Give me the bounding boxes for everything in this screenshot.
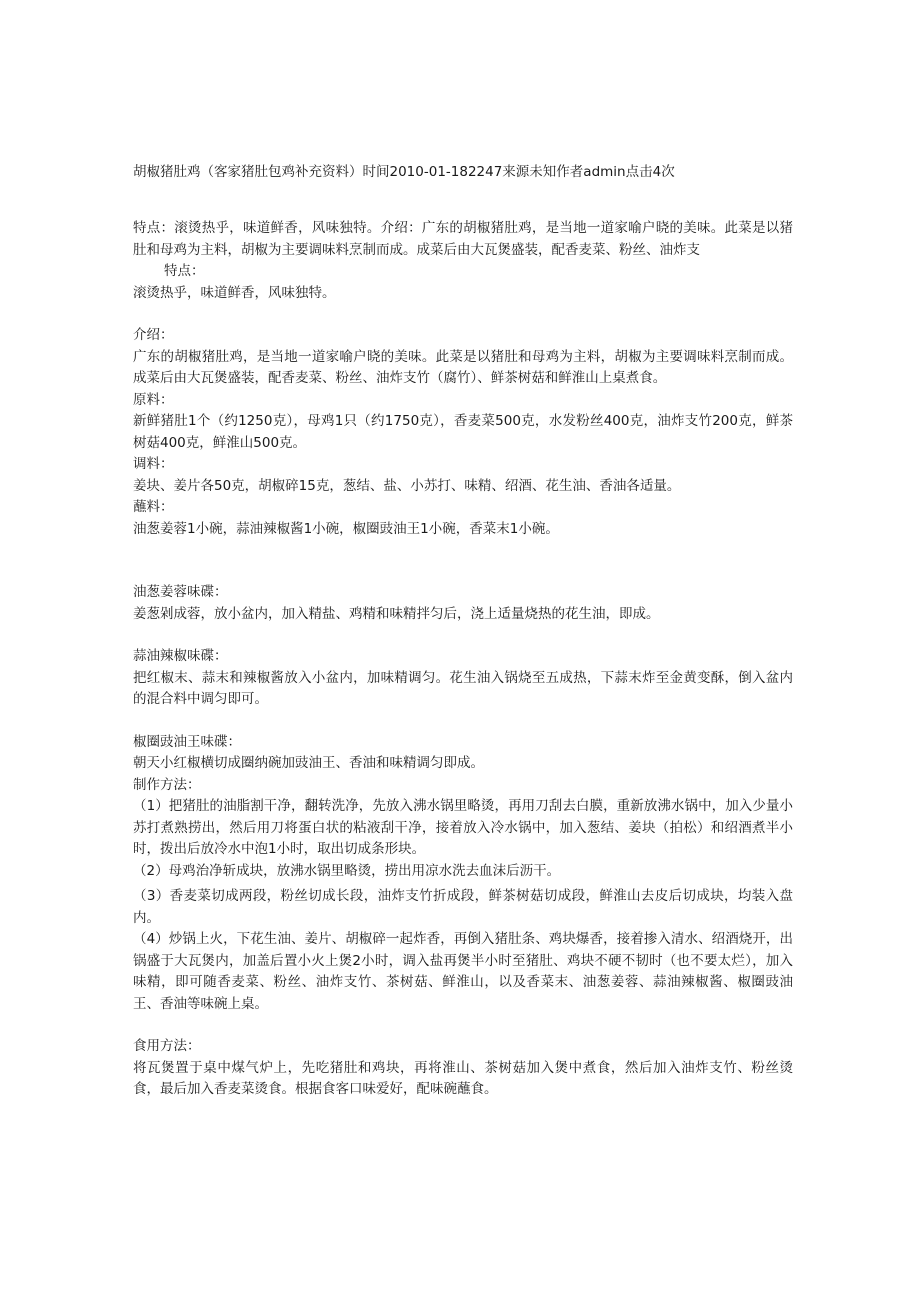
dips-text: 油葱姜蓉1小碗，蒜油辣椒酱1小碗，椒圈豉油王1小碗，香菜末1小碗。	[133, 520, 559, 537]
garlic-chili-text: 把红椒末、蒜末和辣椒酱放入小盆内，加味精调匀。花生油入锅烧至五成热，下蒜末炸至金黄变酥，倒入盆内的混合料中调匀即可。	[133, 669, 793, 707]
document-body	[133, 218, 793, 1101]
dips-heading: 蘸料：	[133, 499, 174, 515]
intro-text: 广东的胡椒猪肚鸡，是当地一道家喻户晓的美味。此菜是以猪肚和母鸡为主料，胡椒为主要调味料烹制而成。成菜后由大瓦煲盛装，配香麦菜、粉丝、油炸支竹（腐竹）、鲜茶树菇和鲜淮山上桌煮食。	[133, 348, 793, 386]
summary-paragraph: 特点：滚烫热乎，味道鲜香，风味独特。介绍：广东的胡椒猪肚鸡，是当地一道家喻户晓的美味。此菜是以猪肚和母鸡为主料，胡椒为主要调味料烹制而成。成菜后由大瓦煲盛装，配香麦菜、粉丝、油炸支	[133, 220, 793, 258]
pepper-soy-heading: 椒圈豉油王味碟：	[133, 733, 241, 750]
seasoning-text: 姜块、姜片各50克，胡椒碎15克，葱结、盐、小苏打、味精、绍酒、花生油、香油各适量。	[133, 477, 681, 494]
method-step-2: （2）母鸡治净斩成块，放沸水锅里略烫，捞出用凉水洗去血沫后沥干。	[133, 862, 561, 879]
ingredients-text: 新鲜猪肚1个（约1250克），母鸡1只（约1750克），香麦菜500克，水发粉丝400克，油炸支竹200克，鲜茶树菇400克，鲜淮山500克。	[133, 413, 793, 451]
pepper-soy-text: 朝天小红椒横切成圈纳碗加豉油王、香油和味精调匀即成。	[133, 755, 484, 771]
scallion-ginger-heading: 油葱姜蓉味碟：	[133, 584, 228, 600]
garlic-chili-heading: 蒜油辣椒味碟：	[133, 648, 228, 664]
ingredients-heading: 原料：	[133, 391, 174, 408]
method-heading: 制作方法：	[133, 776, 201, 793]
eating-text: 将瓦煲置于桌中煤气炉上，先吃猪肚和鸡块，再将淮山、茶树菇加入煲中煮食，然后加入油炸支竹、粉丝烫食，最后加入香麦菜烫食。根据食客口味爱好，配味碗蘸食。	[133, 1059, 793, 1097]
intro-heading: 介绍：	[133, 327, 174, 343]
method-step-4: （4）炒锅上火，下花生油、姜片、胡椒碎一起炸香，再倒入猪肚条、鸡块爆香，接着掺入清水、绍酒烧开，出锅盛于大瓦煲内，加盖后置小火上煲2小时，调入盐再煲半小时至猪肚、鸡块不硬不韧时（也不要太烂），加入味精，即可随香麦菜、粉丝、油炸支竹、茶树菇、鲜淮山，以及香菜末、油葱姜蓉、蒜油辣椒酱、椒圈豉油王、香油等味碗上桌。	[133, 931, 793, 1012]
scallion-ginger-text: 姜葱剁成蓉，放小盆内，加入精盐、鸡精和味精拌匀后，浇上适量烧热的花生油，即成。	[133, 605, 660, 622]
document-title: 胡椒猪肚鸡（客家猪肚包鸡补充资料）时间2010-01-182247来源未知作者admin点击4次	[133, 164, 675, 180]
seasoning-heading: 调料：	[133, 456, 174, 472]
method-step-3: （3）香麦菜切成两段，粉丝切成长段，油炸支竹折成段，鲜茶树菇切成段，鲜淮山去皮后切成块，均装入盘内。	[133, 888, 793, 926]
method-step-1: （1）把猪肚的油脂割干净，翻转洗净，先放入沸水锅里略烫，再用刀刮去白膜，重新放沸水锅中，加入少量小苏打煮熟捞出，然后用刀将蛋白状的粘液刮干净，接着放入冷水锅中，加入葱结、姜块（拍松）和绍酒煮半小时，拨出后放冷水中泡1小时，取出切成条形块。	[133, 798, 793, 857]
features-heading: 特点：	[164, 263, 205, 279]
features-text: 滚烫热乎，味道鲜香，风味独特。	[133, 284, 336, 301]
eating-heading: 食用方法：	[133, 1038, 201, 1054]
